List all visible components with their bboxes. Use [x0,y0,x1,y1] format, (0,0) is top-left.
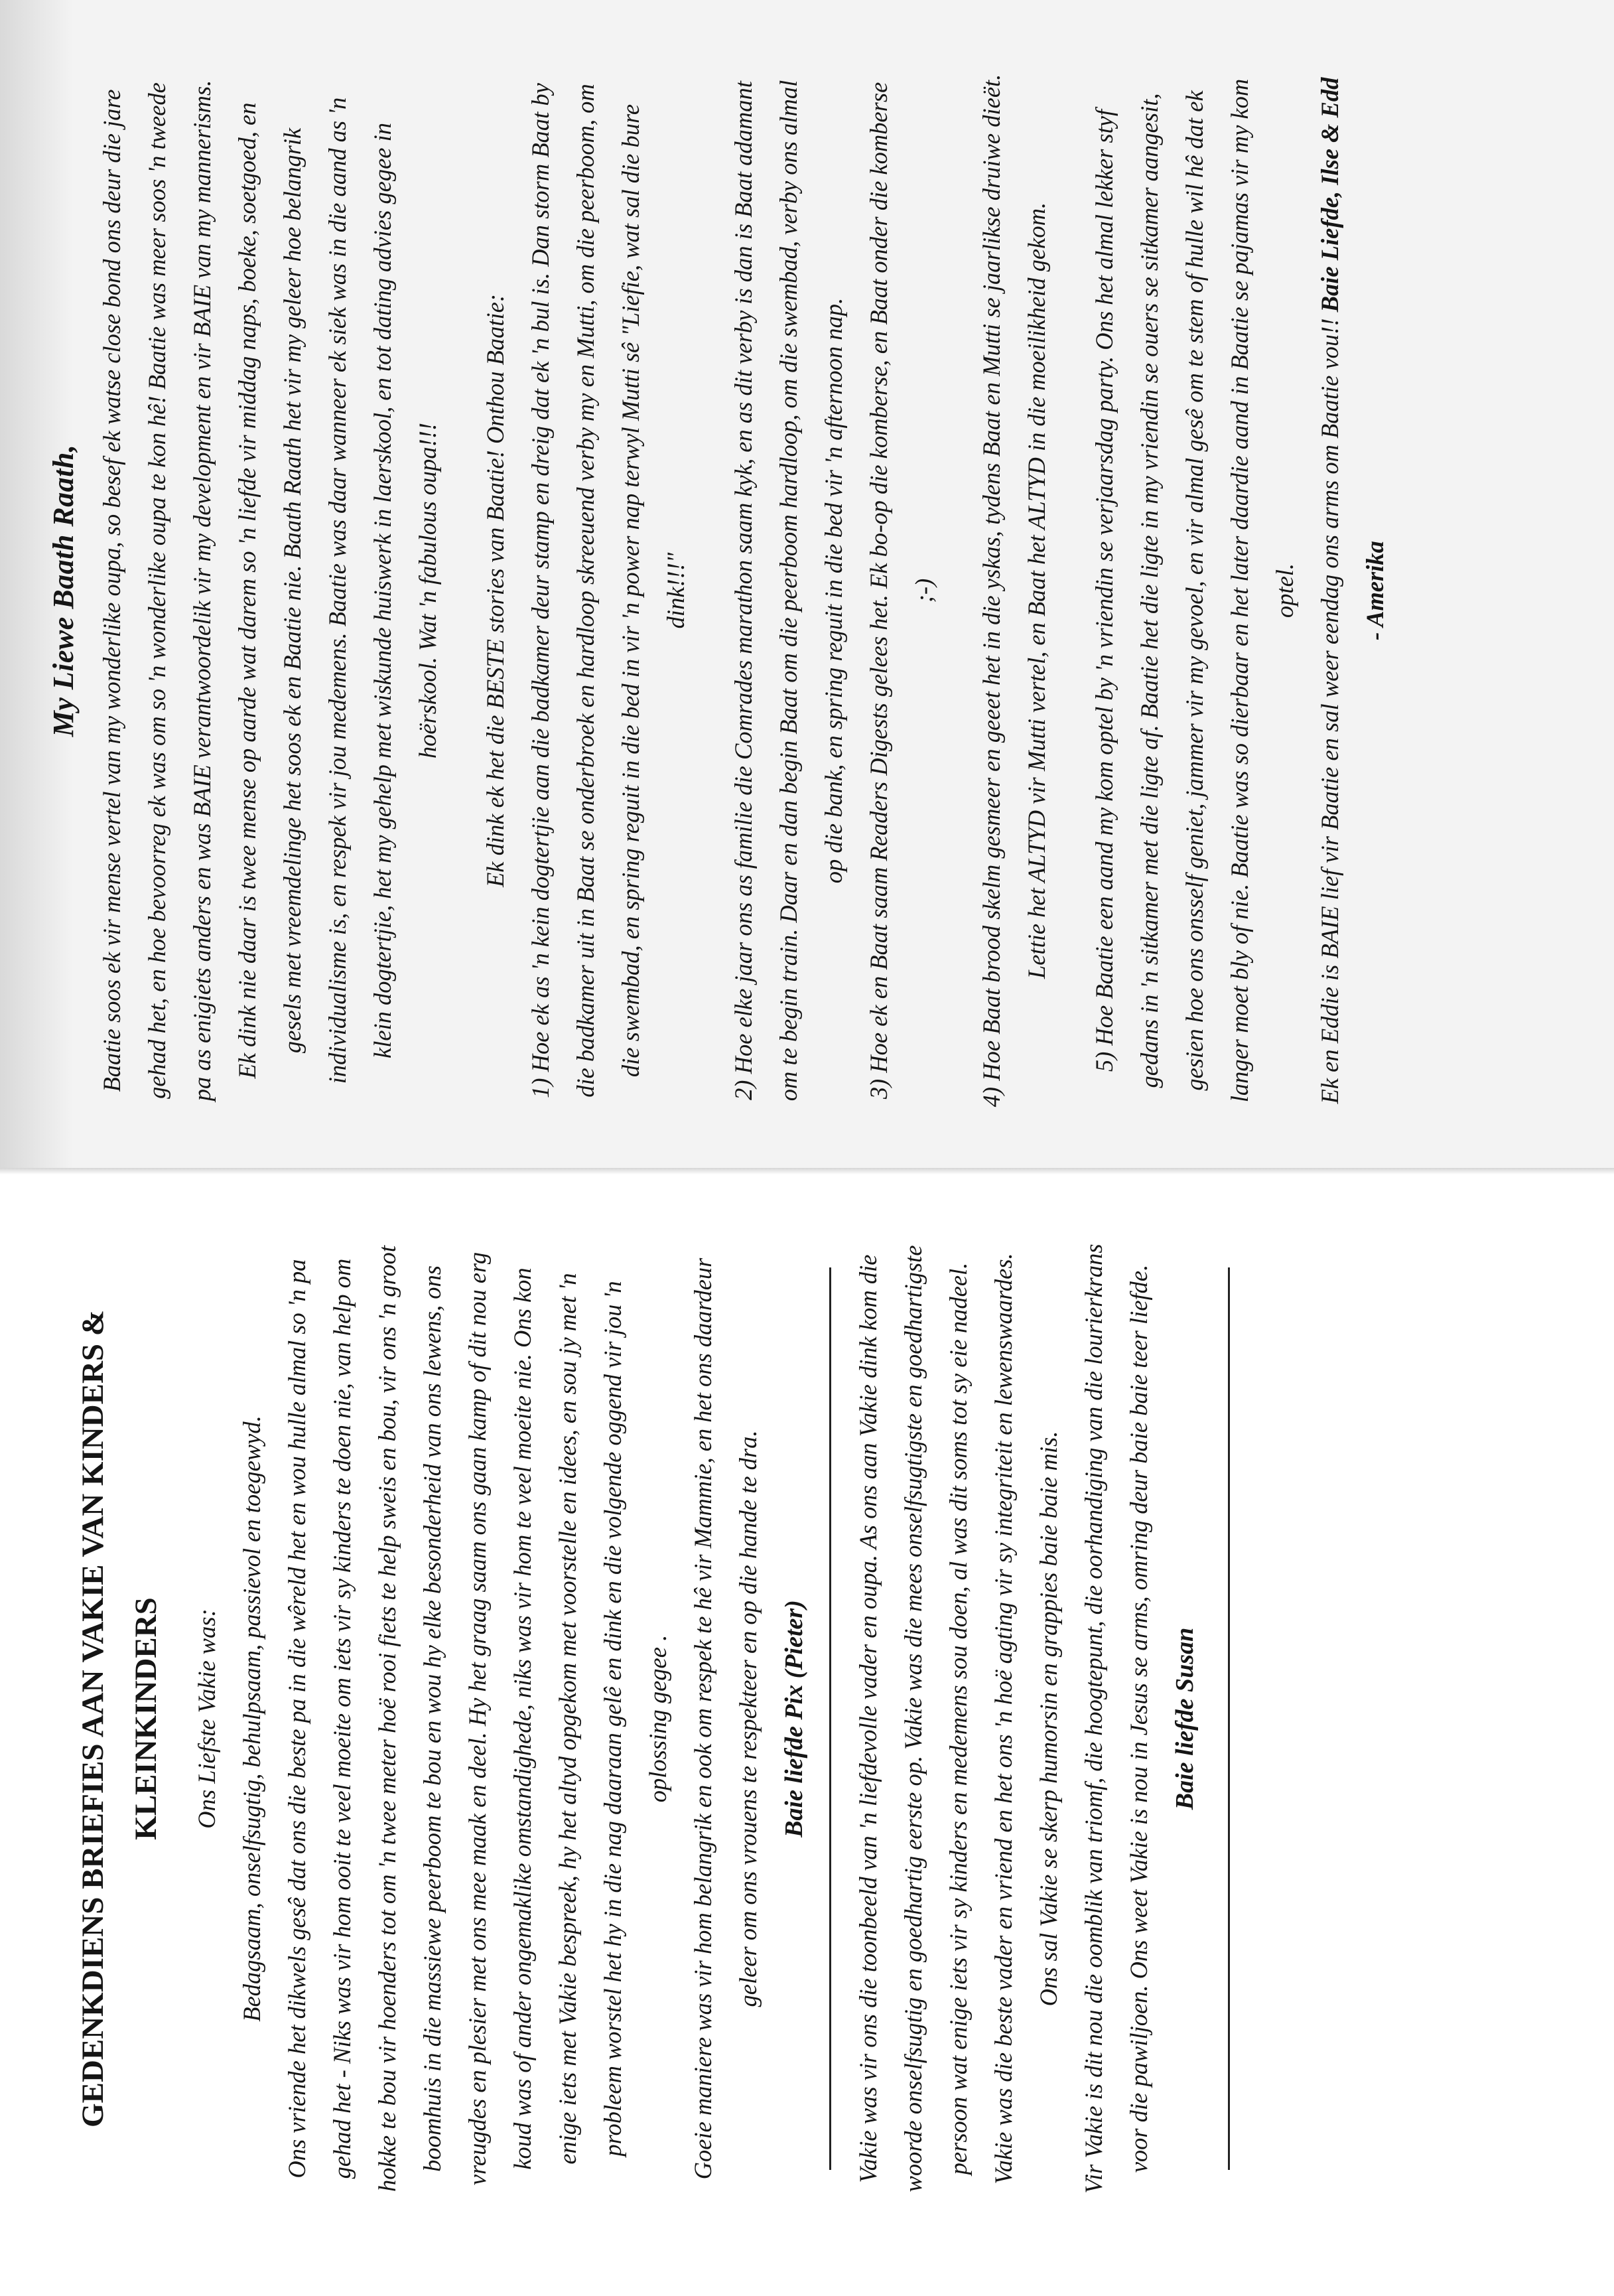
susan-paragraph-1: Vakie was vir ons die toonbeeld van 'n liefdevolle vader en oupa. As ons aan Vakie dink kom die woorde onselfsugtig en goedhartig eerste op. Vakie was die mees onselfsugtigste en goedhartigste persoon wat enige iets vir sy kinders en medemens sou doen, al was dit soms tot sy eie nadeel. Vakie was die beste vader en vriend en het ons 'n hoë agting vir sy integriteit en lewenswaardes. Ons sal Vakie se skerp humorsin en grappies baie baie mis. [854,1245,1062,2192]
susan-signature: Baie liefde Susan [1171,1627,1199,1810]
divider-rule-bottom [1228,1267,1230,2170]
story-1: 1) Hoe ek as 'n kein dogtertjie aan die badkamer deur stamp en dreig dat ek 'n bul is. Dan storm Baat by die badkamer uit in Baat se onderbroek en hardloop skreeuend verby my en Mutti, om die peerboom, om die swembad, en spring reguit in die bed in vir 'n power nap terwyl Mutti sê "Liefie, wat sal die bure dink!!!" [527,83,689,1098]
divider-rule [829,1267,831,2170]
closing-signature: Baie Liefde, Ilse & Edd - Amerika [1316,77,1388,640]
letter-title: My Liewe Baath Raath, [47,444,80,737]
left-page [0,1168,1614,2296]
pieter-paragraph-2: Goeie maniere was vir hom belangrik en ook om respek te hê vir Mammie, en het ons daardeur geleer om ons vrouens te respekteer en op die hande te dra. [689,1257,762,2180]
story-4: 4) Hoe Baat brood skelm gesmeer en geeet het in die yskas, tydens Baat en Mutti se jaarlikse druiwe dieët. Lettie het ALTYD vir Mutti vertel, en Baat het ALTYD in die moeilikheid gekom. [978,74,1050,1108]
stories-intro: Ek dink ek het die BESTE stories van Baatie! Onthou Baatie: [482,293,509,888]
opening-paragraph: Baatie soos ek vir mense vertel van my wonderlike oupa, so besef ek watse close bond ons deur die jare gehad het, en hoe bevoorreg ek was om so 'n wonderlike oupa te kon hê! Baatie was meer soos 'n tweede pa as enigiets anders en was BAIE verantwoordelik vir my development en vir BAIE van my mannerisms. Ek dink nie daar is twee mense op aarde wat darem so 'n liefde vir middag naps, boeke, soetgoed, en gesels met vreemdelinge het soos ek en Baatie nie. Baath Raath het vir my geleer hoe belangrik individualisme is, en respek vir jou medemens. Baatie was daar wanneer ek siek was in die aand as 'n klein dogtertjie, het my gehelp met wiskunde huiswerk in laerskool, en tot dating advies gegee in hoërskool. Wat 'n fabulous oupa!!! [98,80,441,1102]
susan-paragraph-2: Vir Vakie is dit nou die oomblik van triomf, die hoogtepunt, die oorhandiging van die lourierkrans voor die pawiljoen. Ons weet Vakie is nou in Jesus se arms, omring deur baie baie teer liefde. [1080,1244,1152,2194]
pieter-paragraph-1: Ons vriende het dikwels gesê dat ons die beste pa in die wêreld het en wou hulle almal so 'n pa gehad het - Niks was vir hom ooit te veel moeite om iets vir sy kinders te doen nie, van help om hokke te bou vir hoenders tot om 'n twee meter hoë rooi fiets te help sweis en bou, vir ons 'n groot boomhuis in die massiewe peerboom te bou en wou hy elke besonderheid van ons lewens, ons vreugdes en plesier met ons mee maak en deel. Hy het graag saam ons gaan kamp of dit nou erg koud was of ander ongemaklike omstandighede, niks was vir hom te veel moeite nie. Ons kon enige iets met Vakie bespreek, hy het altyd opgekom met voorstelle en idees, en sou jy met 'n probleem worstel het hy in die nag daaraan gelê en dink en die volgende oggend vir jou 'n oplossing gegee . [283,1245,671,2192]
qualities-line: Bedagsaam, onselfsugtig, behulpsaam, passievol en toegewyd. [238,1415,265,2022]
story-5: 5) Hoe Baatie een aand my kom optel by 'n vriendin se verjaarsdag party. Ons het almal lekker styf gedans in 'n sitkamer met die ligte af. Baatie het die ligte in my vriendin se ouers se sitkamer aangesit, gesien hoe ons onsself geniet, jammer vir my gevoel, en vir almal gesê om te stem of hulle wil hê dat ek langer moet bly of nie. Baatie was so dierbaar en het later daardie aand in Baatie se pajamas vir my kom optel. [1091,78,1298,1103]
memorial-heading: GEDENKDIENS BRIEFIES AAN VAKIE VAN KINDERS & KLEINKINDERS [76,1310,163,2127]
intro-label: Ons Liefste Vakie was: [193,1609,220,1829]
closing-text: Ek en Eddie is BAIE lief vir Baatie en sal weer eendag ons arms om Baatie vou!! [1316,318,1343,1104]
story-2: 2) Hoe elke jaar ons as familie die Comrades marathon saam kyk, en as dit verby is dan is Baat adamant om te begin train. Daar en dan begin Baat om die peerboom hardloop, om die swembad, verby ons almal op die bank, en spring reguit in die bed vir 'n afternoon nap. [730,80,847,1102]
closing-paragraph [1308,73,1398,1108]
pieter-signature: Baie liefde Pix (Pieter) [780,1600,808,1837]
story-3: 3) Hoe ek en Baat saam Readers Digests gelees het. Ek bo-op die komberse, en Baat onder die komberse ;-) [865,82,937,1100]
